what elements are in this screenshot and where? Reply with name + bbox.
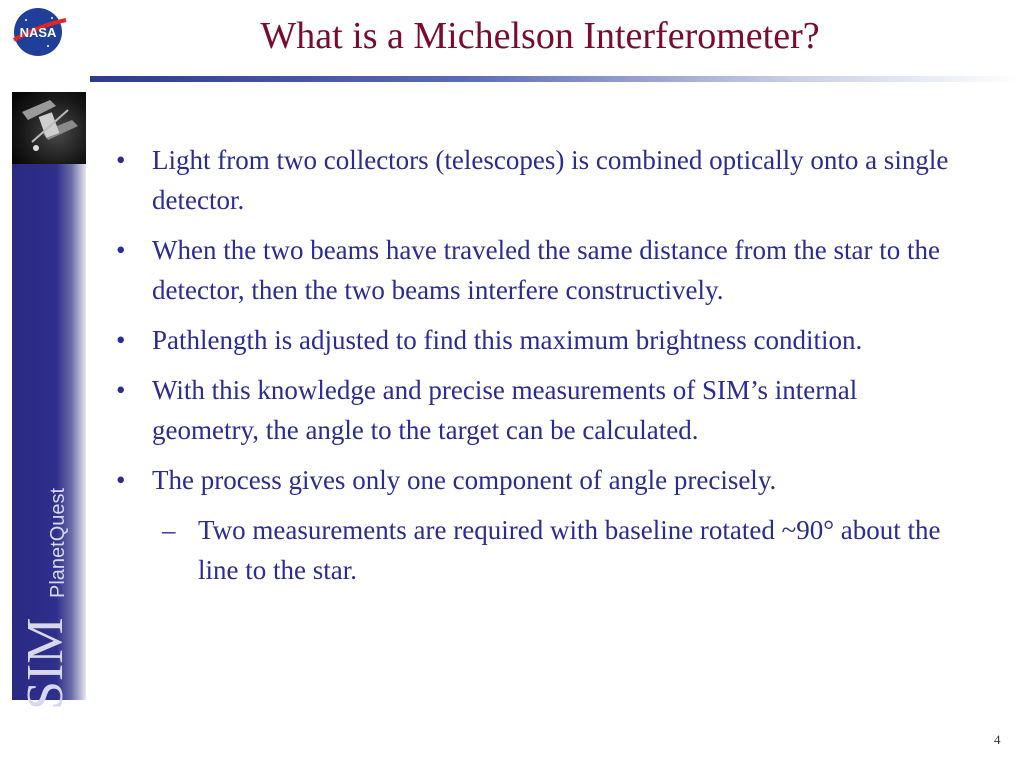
slide-title: What is a Michelson Interferometer?	[260, 15, 820, 57]
bullet-marker: •	[116, 375, 126, 405]
sub-bullet-text: Two measurements are required with baseline rotated ~90° about the line to the star.	[198, 515, 941, 585]
bullet-text: When the two beams have traveled the same distance from the star to the detector, then the two beams interfere constructively.	[152, 235, 940, 305]
slide-body	[110, 140, 970, 600]
bullet-text: With this knowledge and precise measurements of SIM’s internal geometry, the angle to the target can be calculated.	[152, 375, 858, 445]
nasa-logo-text: NASA	[19, 25, 57, 40]
nasa-logo	[8, 6, 68, 58]
bullet-item	[110, 140, 970, 220]
bullet-item	[110, 230, 970, 310]
sim-planetquest-mark	[14, 470, 74, 710]
bullet-marker: •	[116, 145, 126, 175]
bullet-item	[110, 460, 970, 500]
bullet-item	[110, 320, 970, 360]
spacecraft-photo-icon	[12, 92, 86, 164]
planetquest-text: PlanetQuest	[47, 487, 69, 598]
sim-brand-text: SIM	[17, 617, 74, 710]
title-rule	[90, 76, 1020, 82]
bullet-text: Light from two collectors (telescopes) is combined optically onto a single detector.	[152, 145, 949, 215]
sub-bullet-item	[110, 510, 970, 590]
bullet-marker: •	[116, 325, 126, 355]
bullet-text: The process gives only one component of angle precisely.	[152, 465, 777, 495]
bullet-item	[110, 370, 970, 450]
page-number: 4	[994, 732, 1001, 747]
bullet-marker: •	[116, 235, 126, 265]
sub-bullet-marker: –	[162, 515, 176, 545]
bullet-text: Pathlength is adjusted to find this maximum brightness condition.	[152, 325, 863, 355]
bullet-marker: •	[116, 465, 126, 495]
